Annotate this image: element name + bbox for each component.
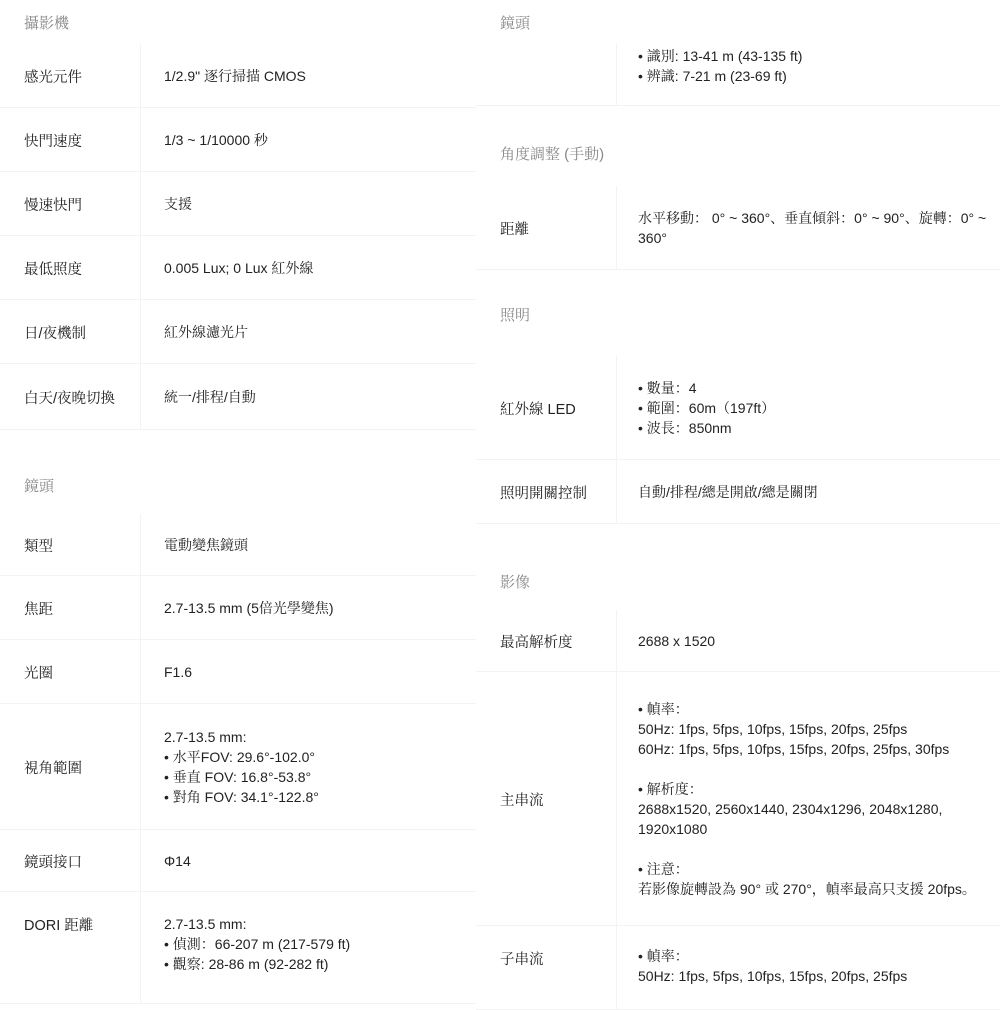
spec-key: 慢速快門 <box>24 197 82 214</box>
section-title-lens-continued: 鏡頭 <box>500 14 531 32</box>
spec-value <box>140 704 476 830</box>
column-divider <box>140 364 141 430</box>
spec-row-min-illumination <box>0 236 476 300</box>
spec-value: Φ14 <box>164 853 191 869</box>
spec-value <box>616 926 1000 1010</box>
spec-row-lens-mount <box>0 830 476 892</box>
section-title-video: 影像 <box>500 573 531 591</box>
spec-value: 2.7-13.5 mm (5倍光學變焦) <box>164 600 334 616</box>
spec-key: 主串流 <box>500 792 544 809</box>
spec-row-angle-range <box>476 186 1000 270</box>
spec-key: 白天/夜晚切換 <box>24 390 116 407</box>
spec-key <box>476 44 616 106</box>
column-divider <box>616 672 617 926</box>
spec-value <box>616 44 1000 106</box>
main-res-line: 1920x1080 <box>638 821 708 837</box>
angle-line: 360° <box>638 230 667 246</box>
left-column <box>0 0 476 1004</box>
spec-key: 子串流 <box>500 952 544 968</box>
column-divider <box>616 610 617 672</box>
spec-key: 日/夜機制 <box>24 325 87 342</box>
spec-row-focal-length <box>0 576 476 640</box>
spec-value <box>616 356 1000 460</box>
dori-line: 2.7-13.5 mm: <box>164 916 247 932</box>
spec-key: 最高解析度 <box>500 634 573 651</box>
spec-key: 類型 <box>24 538 53 555</box>
spec-value: 2688 x 1520 <box>638 633 716 649</box>
column-divider <box>616 44 617 106</box>
dori-line: • 辨識: 7-21 m (23-69 ft) <box>638 68 787 84</box>
column-divider <box>140 172 141 236</box>
main-res-label: • 解析度： <box>638 781 703 797</box>
spec-value: 1/2.9" 逐行掃描 CMOS <box>164 68 306 84</box>
row-divider <box>0 1003 476 1004</box>
spec-key: 視角範圍 <box>24 760 82 777</box>
spec-row-max-resolution <box>476 610 1000 672</box>
main-res-line: 2688x1520, 2560x1440, 2304x1296, 2048x1280, <box>638 801 943 817</box>
column-divider <box>616 460 617 524</box>
fov-line: • 垂直 FOV: 16.8°-53.8° <box>164 769 312 785</box>
column-divider <box>140 300 141 364</box>
section-title-camera: 攝影機 <box>24 14 70 32</box>
sub-fps-50hz: 50Hz: 1fps, 5fps, 10fps, 15fps, 20fps, 25fps <box>638 968 908 984</box>
column-divider <box>140 108 141 172</box>
main-fps-50hz: 50Hz: 1fps, 5fps, 10fps, 15fps, 20fps, 25fps <box>638 721 908 737</box>
spec-row-slow-shutter <box>0 172 476 236</box>
column-divider <box>140 44 141 108</box>
spec-value: F1.6 <box>164 664 193 680</box>
column-divider <box>140 640 141 704</box>
spec-key: 焦距 <box>24 601 53 618</box>
ir-line: • 範圍：60m（197ft） <box>638 400 776 416</box>
row-divider <box>476 523 1000 524</box>
spec-row-field-of-view <box>0 704 476 830</box>
column-divider <box>616 356 617 460</box>
spec-key: 快門速度 <box>24 133 82 150</box>
main-fps-60hz: 60Hz: 1fps, 5fps, 10fps, 15fps, 20fps, 25fps, 30fps <box>638 741 950 757</box>
column-divider <box>140 830 141 892</box>
spec-row-shutter-speed <box>0 108 476 172</box>
ir-line: • 波長：850nm <box>638 420 732 436</box>
angle-line: 水平移動： 0° ~ 360°、垂直傾斜：0° ~ 90°、旋轉：0° ~ <box>638 210 987 226</box>
main-fps-label: • 幀率： <box>638 701 689 717</box>
spec-key: 鏡頭接口 <box>24 854 82 871</box>
fov-line: 2.7-13.5 mm: <box>164 729 247 745</box>
spec-row-light-control <box>476 460 1000 524</box>
spec-value: 紅外線濾光片 <box>164 324 248 340</box>
spec-value <box>616 672 1000 926</box>
spec-key: 距離 <box>500 221 529 238</box>
sub-fps-label: • 幀率： <box>638 948 689 964</box>
spec-key: 感光元件 <box>24 69 82 86</box>
spec-value: 1/3 ~ 1/10000 秒 <box>164 132 268 148</box>
row-divider <box>476 105 1000 106</box>
spec-row-main-stream <box>476 672 1000 926</box>
spec-key: 光圈 <box>24 665 53 682</box>
row-divider <box>476 269 1000 270</box>
dori-line: • 觀察: 28-86 m (92-282 ft) <box>164 956 329 972</box>
column-divider <box>140 236 141 300</box>
ir-line: • 數量：4 <box>638 380 697 396</box>
column-divider <box>616 926 617 1010</box>
spec-key: 照明開關控制 <box>500 485 587 502</box>
spec-row-day-night <box>0 300 476 364</box>
section-title-lens: 鏡頭 <box>24 477 55 495</box>
spec-key: DORI 距離 <box>24 918 94 934</box>
spec-row-sub-stream <box>476 926 1000 1010</box>
spec-row-dori-distance <box>0 892 476 1004</box>
spec-value: 自動/排程/總是開啟/總是關閉 <box>638 484 818 500</box>
spec-value: 支援 <box>164 196 192 212</box>
column-divider <box>140 576 141 640</box>
spec-value <box>140 892 476 1004</box>
main-note-label: • 注意： <box>638 861 689 877</box>
column-divider <box>140 704 141 830</box>
spec-row-aperture <box>0 640 476 704</box>
spec-key: 最低照度 <box>24 261 82 278</box>
spec-row-dori-continued <box>476 44 1000 106</box>
spec-value: 電動變焦鏡頭 <box>164 537 248 553</box>
column-divider <box>140 514 141 576</box>
spec-value <box>616 186 1000 270</box>
spec-row-day-night-switch <box>0 364 476 430</box>
spec-value: 統一/排程/自動 <box>164 389 256 405</box>
spec-row-ir-led <box>476 356 1000 460</box>
main-note: 若影像旋轉設為 90° 或 270°，幀率最高只支援 20fps。 <box>638 881 976 897</box>
column-divider <box>616 186 617 270</box>
spec-row-lens-type <box>0 514 476 576</box>
fov-line: • 對角 FOV: 34.1°-122.8° <box>164 789 319 805</box>
spec-row-sensor <box>0 44 476 108</box>
section-title-angle: 角度調整 (手動) <box>500 145 605 163</box>
right-column <box>476 0 1000 1010</box>
section-title-lighting: 照明 <box>500 306 531 324</box>
dori-line: • 偵測：66-207 m (217-579 ft) <box>164 936 351 952</box>
spec-key: 紅外線 LED <box>500 401 576 418</box>
spec-value: 0.005 Lux; 0 Lux 紅外線 <box>164 260 314 276</box>
column-divider <box>140 892 141 1004</box>
dori-line: • 識別: 13-41 m (43-135 ft) <box>638 48 803 64</box>
fov-line: • 水平FOV: 29.6°-102.0° <box>164 749 315 765</box>
row-divider <box>0 429 476 430</box>
